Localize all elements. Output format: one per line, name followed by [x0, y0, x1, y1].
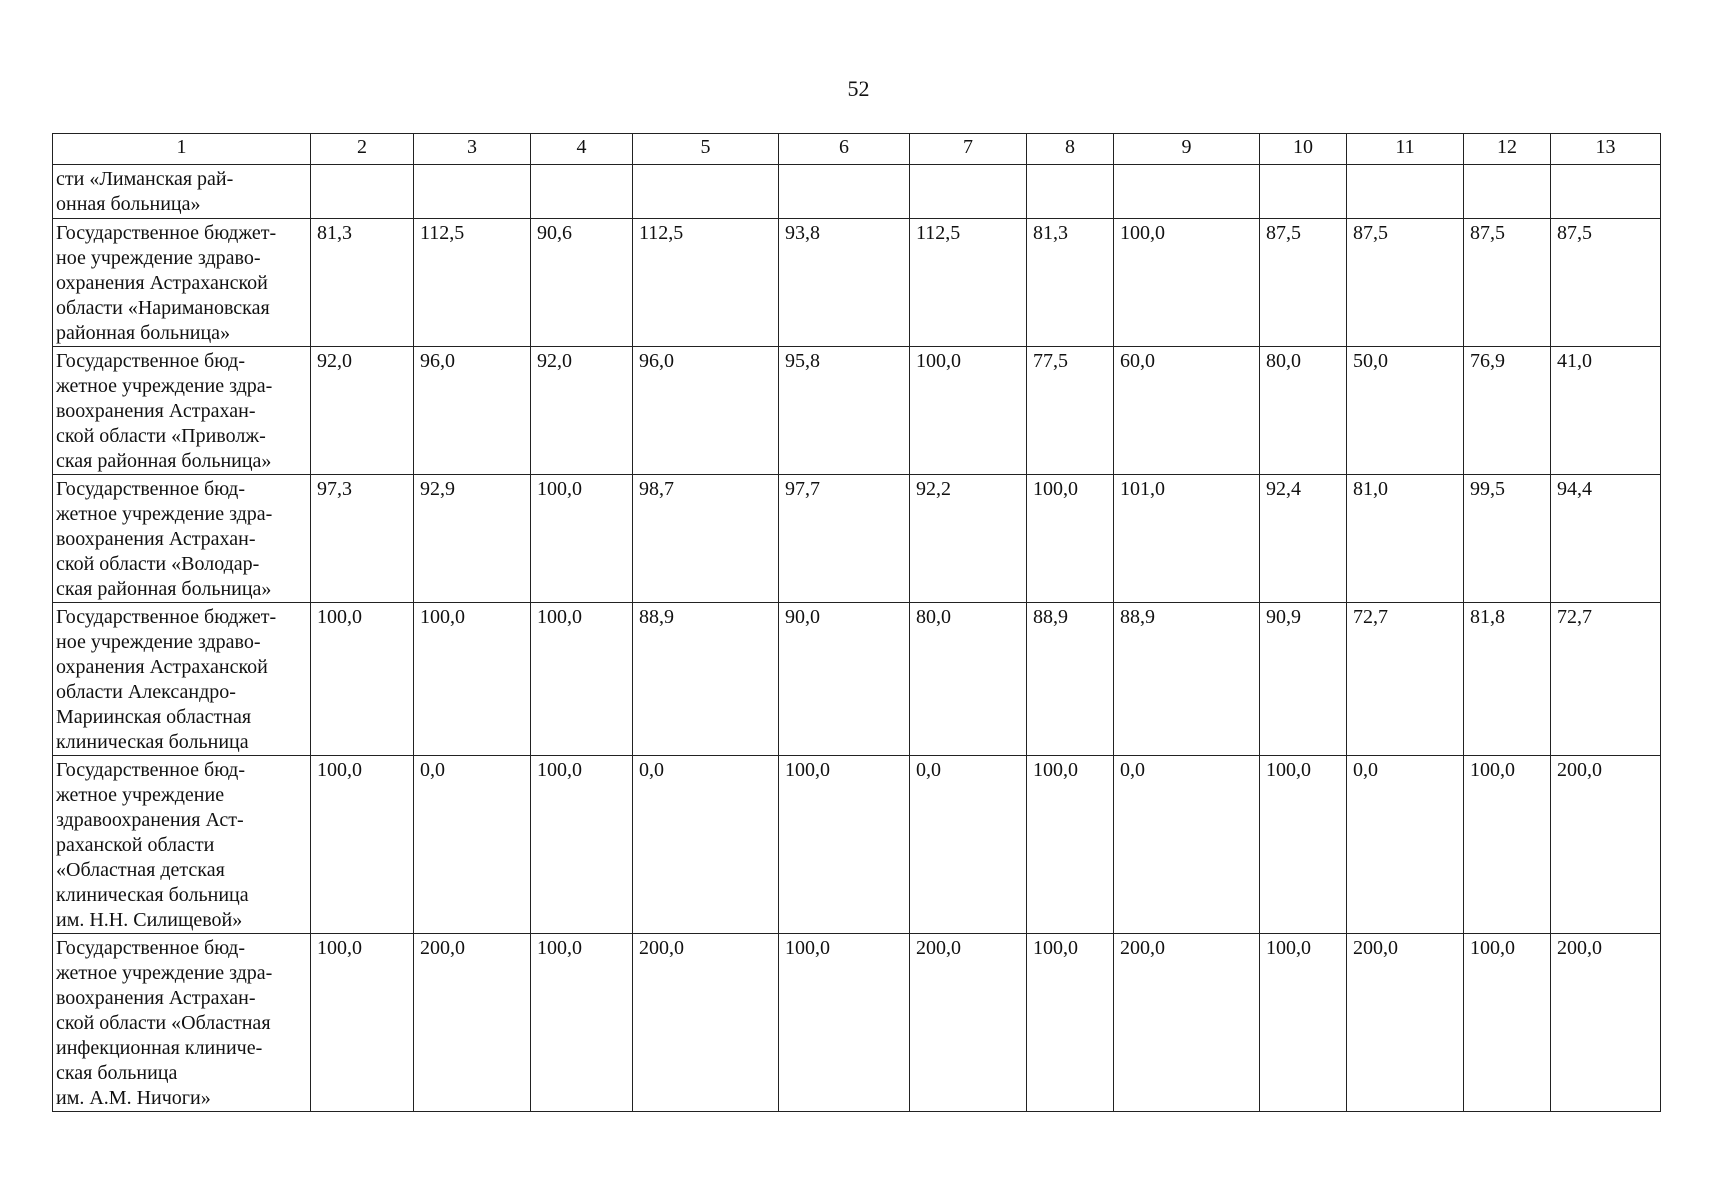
column-header: 11 — [1347, 134, 1464, 165]
institution-name-line: онная больница» — [56, 193, 201, 215]
value-cell: 60,0 — [1114, 347, 1260, 475]
value-cell: 100,0 — [1260, 756, 1347, 934]
value-cell: 97,3 — [311, 475, 414, 603]
institution-name-line: ская больница — [56, 1062, 178, 1084]
value-cell: 0,0 — [1347, 756, 1464, 934]
institution-name-line: клиническая больница — [56, 731, 249, 753]
institution-name-line: ской области «Областная — [56, 1012, 271, 1034]
value-cell: 92,9 — [414, 475, 531, 603]
value-cell: 100,0 — [1464, 934, 1551, 1112]
institution-name-line: воохранения Астрахан- — [56, 528, 256, 550]
table-row — [53, 347, 1661, 475]
column-header: 12 — [1464, 134, 1551, 165]
value-cell: 100,0 — [1027, 475, 1114, 603]
value-cell: 41,0 — [1551, 347, 1661, 475]
value-cell — [910, 165, 1027, 219]
institution-name-line: Государственное бюд- — [56, 350, 245, 372]
value-cell — [531, 165, 633, 219]
value-cell: 87,5 — [1260, 219, 1347, 347]
value-cell — [1114, 165, 1260, 219]
value-cell: 100,0 — [1027, 934, 1114, 1112]
value-cell: 0,0 — [1114, 756, 1260, 934]
value-cell: 80,0 — [910, 603, 1027, 756]
institution-name-cell — [53, 934, 311, 1112]
table-row — [53, 756, 1661, 934]
value-cell: 92,2 — [910, 475, 1027, 603]
value-cell: 88,9 — [633, 603, 779, 756]
institution-name-line: им. Н.Н. Силищевой» — [56, 909, 243, 931]
column-header: 8 — [1027, 134, 1114, 165]
value-cell: 92,0 — [311, 347, 414, 475]
value-cell: 88,9 — [1114, 603, 1260, 756]
value-cell — [633, 165, 779, 219]
value-cell: 92,4 — [1260, 475, 1347, 603]
institution-name-line: сти «Лиманская рай- — [56, 168, 234, 190]
institution-name-line: воохранения Астрахан- — [56, 400, 256, 422]
institution-name-line: жетное учреждение здра- — [56, 962, 273, 984]
value-cell: 96,0 — [633, 347, 779, 475]
value-cell: 101,0 — [1114, 475, 1260, 603]
column-header: 3 — [414, 134, 531, 165]
institution-name-line: Государственное бюджет- — [56, 606, 277, 628]
value-cell: 80,0 — [1260, 347, 1347, 475]
value-cell: 100,0 — [531, 756, 633, 934]
data-table — [52, 133, 1661, 1112]
institution-name-line: ская районная больница» — [56, 450, 272, 472]
value-cell: 97,7 — [779, 475, 910, 603]
institution-name-cell — [53, 165, 311, 219]
value-cell — [1027, 165, 1114, 219]
institution-name-line: ное учреждение здраво- — [56, 631, 261, 653]
institution-name-line: клиническая больница — [56, 884, 249, 906]
institution-name-line: охранения Астраханской — [56, 272, 268, 294]
value-cell: 100,0 — [779, 934, 910, 1112]
value-cell: 81,8 — [1464, 603, 1551, 756]
institution-name-line: жетное учреждение здра- — [56, 375, 273, 397]
institution-name-line: воохранения Астрахан- — [56, 987, 256, 1009]
value-cell: 100,0 — [1027, 756, 1114, 934]
value-cell: 200,0 — [1551, 756, 1661, 934]
institution-name-line: жетное учреждение здра- — [56, 503, 273, 525]
value-cell: 100,0 — [910, 347, 1027, 475]
value-cell: 100,0 — [311, 934, 414, 1112]
value-cell: 200,0 — [1551, 934, 1661, 1112]
institution-name-cell — [53, 603, 311, 756]
institution-name-line: ской области «Володар- — [56, 553, 260, 575]
table-body — [53, 165, 1661, 1112]
value-cell: 112,5 — [414, 219, 531, 347]
value-cell: 100,0 — [311, 756, 414, 934]
value-cell: 81,3 — [1027, 219, 1114, 347]
institution-name-line: ской области «Приволж- — [56, 425, 266, 447]
table-row — [53, 219, 1661, 347]
table-row — [53, 165, 1661, 219]
institution-name-cell — [53, 756, 311, 934]
value-cell: 93,8 — [779, 219, 910, 347]
value-cell: 87,5 — [1551, 219, 1661, 347]
value-cell: 100,0 — [779, 756, 910, 934]
institution-name-cell — [53, 219, 311, 347]
header-row — [53, 134, 1661, 165]
value-cell: 100,0 — [414, 603, 531, 756]
institution-name-line: здравоохранения Аст- — [56, 809, 244, 831]
institution-name-line: Государственное бюджет- — [56, 222, 277, 244]
institution-name-line: области «Наримановская — [56, 297, 270, 319]
value-cell: 200,0 — [1114, 934, 1260, 1112]
value-cell: 92,0 — [531, 347, 633, 475]
value-cell: 99,5 — [1464, 475, 1551, 603]
institution-name-line: им. А.М. Ничоги» — [56, 1087, 211, 1109]
column-header: 7 — [910, 134, 1027, 165]
value-cell: 87,5 — [1347, 219, 1464, 347]
institution-name-line: области Александро- — [56, 681, 236, 703]
value-cell: 96,0 — [414, 347, 531, 475]
value-cell: 100,0 — [1260, 934, 1347, 1112]
value-cell: 76,9 — [1464, 347, 1551, 475]
value-cell: 90,0 — [779, 603, 910, 756]
value-cell: 200,0 — [910, 934, 1027, 1112]
institution-name-line: Государственное бюд- — [56, 937, 245, 959]
institution-name-line: Государственное бюд- — [56, 478, 245, 500]
value-cell: 200,0 — [414, 934, 531, 1112]
column-header: 1 — [53, 134, 311, 165]
value-cell: 88,9 — [1027, 603, 1114, 756]
value-cell — [414, 165, 531, 219]
value-cell — [1464, 165, 1551, 219]
institution-name-line: ская районная больница» — [56, 578, 272, 600]
institution-name-line: жетное учреждение — [56, 784, 225, 806]
value-cell: 100,0 — [311, 603, 414, 756]
value-cell — [779, 165, 910, 219]
value-cell: 81,0 — [1347, 475, 1464, 603]
value-cell: 95,8 — [779, 347, 910, 475]
value-cell: 72,7 — [1347, 603, 1464, 756]
column-header: 6 — [779, 134, 910, 165]
value-cell: 72,7 — [1551, 603, 1661, 756]
institution-name-line: Государственное бюд- — [56, 759, 245, 781]
value-cell: 100,0 — [531, 934, 633, 1112]
value-cell: 98,7 — [633, 475, 779, 603]
value-cell: 90,9 — [1260, 603, 1347, 756]
institution-name-line: инфекционная клиниче- — [56, 1037, 263, 1059]
value-cell: 200,0 — [633, 934, 779, 1112]
institution-name-line: «Областная детская — [56, 859, 225, 881]
column-header: 4 — [531, 134, 633, 165]
table-row — [53, 934, 1661, 1112]
value-cell: 81,3 — [311, 219, 414, 347]
value-cell: 0,0 — [910, 756, 1027, 934]
value-cell: 87,5 — [1464, 219, 1551, 347]
institution-name-line: раханской области — [56, 834, 215, 856]
value-cell: 112,5 — [910, 219, 1027, 347]
institution-name-cell — [53, 475, 311, 603]
value-cell: 90,6 — [531, 219, 633, 347]
institution-name-line: ное учреждение здраво- — [56, 247, 261, 269]
value-cell — [311, 165, 414, 219]
column-header: 2 — [311, 134, 414, 165]
value-cell: 94,4 — [1551, 475, 1661, 603]
table-row — [53, 475, 1661, 603]
value-cell: 100,0 — [1114, 219, 1260, 347]
value-cell — [1347, 165, 1464, 219]
value-cell — [1551, 165, 1661, 219]
value-cell — [1260, 165, 1347, 219]
institution-name-cell — [53, 347, 311, 475]
column-header: 5 — [633, 134, 779, 165]
value-cell: 100,0 — [531, 475, 633, 603]
value-cell: 100,0 — [531, 603, 633, 756]
value-cell: 50,0 — [1347, 347, 1464, 475]
value-cell: 200,0 — [1347, 934, 1464, 1112]
column-header: 10 — [1260, 134, 1347, 165]
institution-name-line: Мариинская областная — [56, 706, 252, 728]
column-header: 13 — [1551, 134, 1661, 165]
value-cell: 77,5 — [1027, 347, 1114, 475]
institution-name-line: охранения Астраханской — [56, 656, 268, 678]
value-cell: 112,5 — [633, 219, 779, 347]
institution-name-line: районная больница» — [56, 322, 231, 344]
column-header: 9 — [1114, 134, 1260, 165]
page-number: 52 — [847, 76, 870, 101]
value-cell: 100,0 — [1464, 756, 1551, 934]
value-cell: 0,0 — [414, 756, 531, 934]
value-cell: 0,0 — [633, 756, 779, 934]
table-row — [53, 603, 1661, 756]
